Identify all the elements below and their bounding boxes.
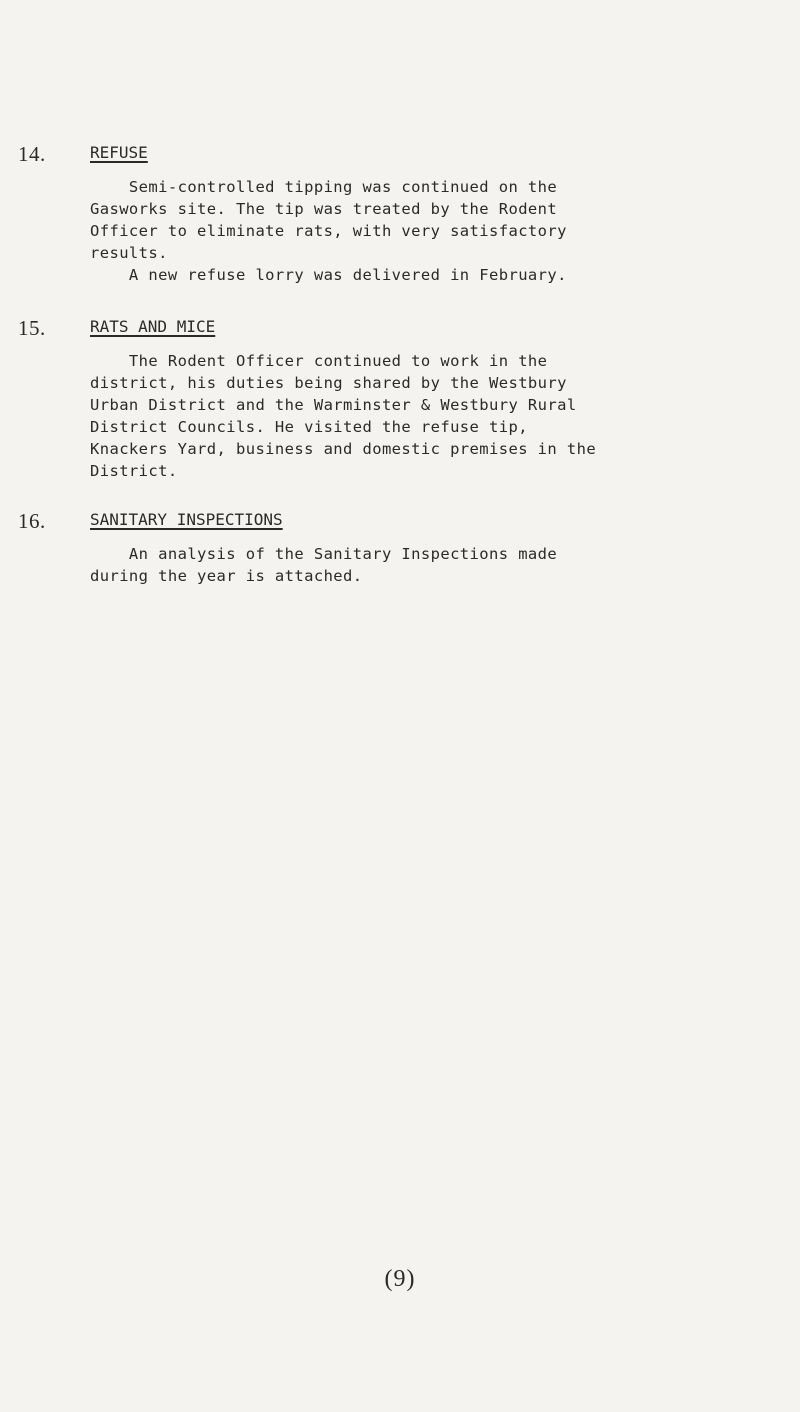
section-number-16: 16. xyxy=(18,509,46,533)
section-paragraph: Semi-controlled tipping was continued on the Gasworks site. The tip was treated by the Rodent Officer to eliminate rats, with very satisfactory results. xyxy=(90,178,567,262)
section-number-15: 15. xyxy=(18,316,46,340)
section-heading-rats-and-mice: RATS AND MICE xyxy=(90,317,216,336)
section-heading-sanitary-inspections: SANITARY INSPECTIONS xyxy=(90,510,283,529)
page-number: (9) xyxy=(384,1266,416,1292)
section-paragraph: A new refuse lorry was delivered in February. xyxy=(90,266,567,284)
section-paragraph: An analysis of the Sanitary Inspections made during the year is attached. xyxy=(90,545,558,585)
section-number-14: 14. xyxy=(18,142,46,166)
section-heading-refuse: REFUSE xyxy=(90,143,148,162)
section-paragraph: The Rodent Officer continued to work in the district, his duties being shared by the Westbury Urban District and the Warminster & Westbury Rural District Councils. He visited the refuse tip, Knackers Yard, business and domestic premises in the District. xyxy=(90,352,597,480)
